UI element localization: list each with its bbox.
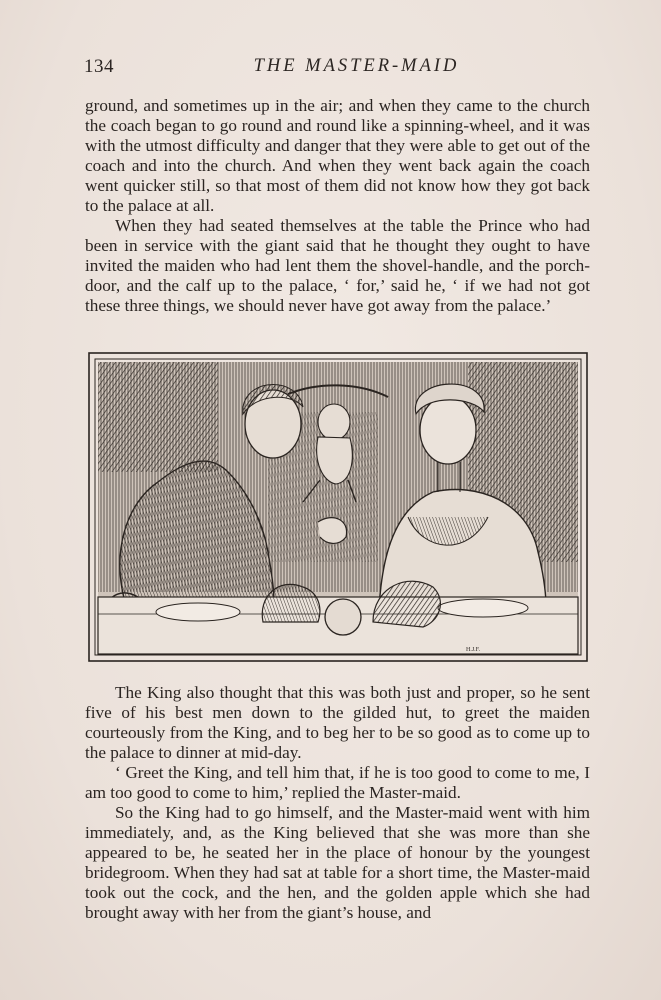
paragraph: ground, and sometimes up in the air; and when they came to the church the coach began to go round and round like a spinning-wheel, and it was with the utmost difficulty and danger that they were able to get out of the coach and into the church. And when they went back again the coach went quicker still, so that most of them did not know how they got back to the palace at all. — [85, 96, 590, 215]
illustration — [88, 352, 588, 664]
body-text-bottom — [85, 683, 590, 923]
artist-signature: H.J.F. — [466, 647, 481, 653]
running-title: THE MASTER-MAID — [253, 56, 460, 76]
paragraph: The King also thought that this was both just and proper, so he sent five of his best men down to the gilded hut, to greet the maiden courteously from the King, and to beg her to be so good as to come up to the palace to dinner at mid-day. — [85, 683, 590, 762]
paragraph: When they had seated themselves at the table the Prince who had been in service with the giant said that he thought they ought to have invited the maiden who had lent them the shovel-handle, and the porch-door, and the calf up to the palace, ‘ for,’ said he, ‘ if we had not got these three things, we should never have got away from the palace.’ — [85, 216, 590, 315]
paragraph: ‘ Greet the King, and tell him that, if he is too good to come to me, I am too good to come to him,’ replied the Master-maid. — [85, 763, 590, 802]
golden-apple — [325, 599, 361, 635]
body-text-top — [85, 96, 590, 316]
page-header — [84, 56, 589, 80]
page-number: 134 — [84, 56, 114, 77]
paragraph: So the King had to go himself, and the Master-maid went with him immediately, and, as the King believed that she was more than she appeared to be, he seated her in the place of honour by the youngest bridegroom. When they had sat at table for a short time, the Master-maid took out the cock, and the hen, and the golden apple which she had brought away with her from the giant’s house, and — [85, 803, 590, 922]
